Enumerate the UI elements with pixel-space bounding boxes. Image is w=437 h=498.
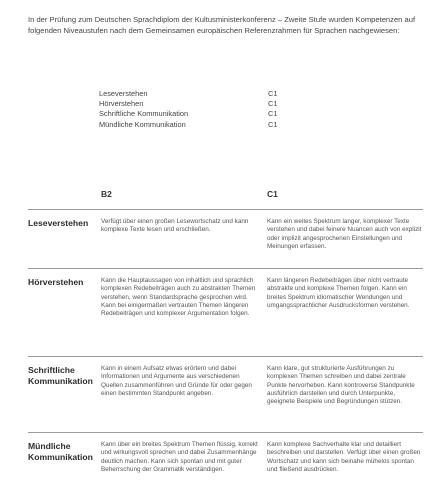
section-title: Hörverstehen	[28, 277, 84, 287]
b2-description: Kann die Hauptaussagen von inhaltlich und sprachlich komplexen Redebeiträgen auch zu abstrakten Themen verstehen, wenn Standardsprache gesprochen wird. Kann bei einigermaßen vertrauten Themen längeren Redebeiträgen und komplexer Argumentation folgen.	[101, 277, 256, 318]
intro-paragraph: In der Prüfung zum Deutschen Sprachdiplom der Kultusministerkonferenz – Zweite Stufe wurden Kompetenzen auf folgenden Niveaustufen nach dem Gemeinsamen europäischen Referenzrahmen für Sprachen nachgewiesen:	[28, 15, 416, 35]
c1-description: Kann komplexe Sachverhalte klar und detailliert beschreiben und darstellen. Verfügt über einen großen Wortschatz und kann sich beinahe mühelos spontan und fließend ausdrücken.	[267, 441, 421, 473]
level-skill: Schriftliche Kommunikation	[99, 109, 189, 119]
section-leseverstehen	[28, 209, 423, 268]
section-muendliche-kommunikation	[28, 432, 423, 495]
b2-description: Verfügt über einen großen Lesewortschatz und kann komplexe Texte lesen und erschließen.	[101, 218, 249, 234]
c1-description: Kann ein weites Spektrum langer, komplexer Texte verstehen und dabei feinere Nuancen auch von explizit oder implizit angesprochenen Einstellungen und Meinungen erfassen.	[267, 218, 422, 250]
level-value: C1	[268, 89, 278, 98]
level-summary	[99, 89, 339, 130]
level-value: C1	[268, 99, 278, 109]
section-title: Mündliche Kommunikation	[28, 441, 93, 462]
level-row	[99, 120, 339, 130]
section-title: Leseverstehen	[28, 218, 89, 228]
c1-description: Kann klare, gut strukturierte Ausführungen zu komplexen Themen schreiben und dabei zentrale Punkte hervorheben. Kann kontroverse Standpunkte ausführlich darstellen und durch Unterpunkte, geeignete Beispiele und Begründungen stützen.	[267, 365, 415, 406]
level-value: C1	[268, 109, 278, 119]
level-skill: Mündliche Kommunikation	[99, 119, 186, 129]
b2-description: Kann über ein breites Spektrum Themen flüssig, korrekt und wirkungsvoll sprechen und dabei Zusammenhänge deutlich machen. Kann sich spontan und mit guter Beherrschung der Grammatik verständigen.	[101, 441, 258, 473]
level-skill: Hörverstehen	[99, 99, 144, 109]
level-skill: Leseverstehen	[99, 89, 148, 98]
column-header-b2: B2	[101, 189, 112, 199]
c1-description: Kann längeren Redebeiträgen über nicht vertraute abstrakte und komplexe Themen folgen. Kann ein breites Spektrum idiomatischer Wendungen und umgangssprachlicher Ausdrucksformen verstehen.	[267, 277, 410, 309]
section-title: Schriftliche Kommunikation	[28, 365, 93, 386]
level-row	[99, 109, 339, 119]
section-schriftliche-kommunikation	[28, 356, 423, 431]
b2-description: Kann in einem Aufsatz etwas erörtern und dabei Informationen und Argumente aus verschiedenen Quellen zusammenführen und Gründe für oder gegen einen bestimmten Standpunkt angeben.	[101, 365, 252, 397]
level-value: C1	[268, 119, 278, 129]
level-row	[99, 99, 339, 109]
level-row	[99, 89, 339, 99]
column-header-c1: C1	[267, 189, 278, 199]
section-hoerverstehen	[28, 268, 423, 355]
